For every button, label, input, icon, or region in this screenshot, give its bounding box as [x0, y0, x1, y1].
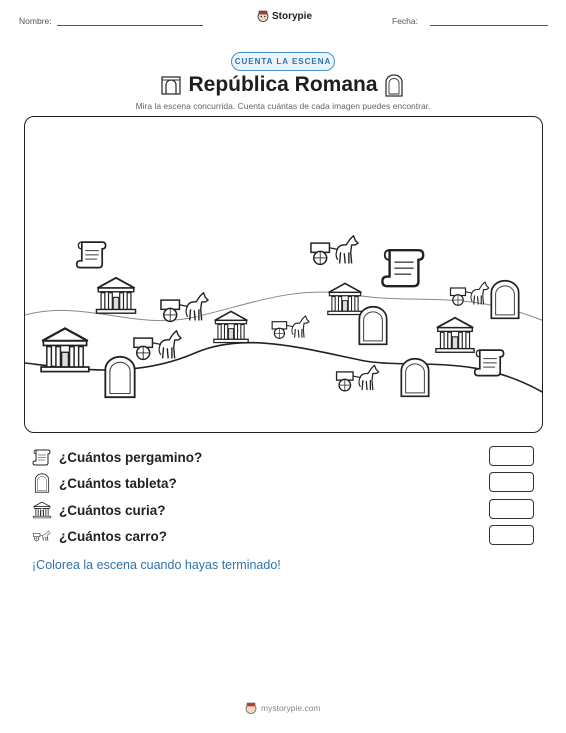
answer-box-curia[interactable]	[489, 499, 534, 519]
question-text: ¿Cuántos curia?	[59, 502, 166, 518]
curia-icon	[32, 500, 52, 520]
tablet-scene-icon	[397, 357, 433, 398]
site-url: mystorypie.com	[261, 703, 321, 713]
tablet-icon	[32, 473, 52, 493]
page-subtitle: Mira la escena concurrida. Cuenta cuántas de cada imagen puedes encontrar.	[135, 101, 431, 111]
date-line[interactable]	[430, 25, 548, 26]
answer-box-cart[interactable]	[489, 525, 534, 545]
name-label: Nombre:	[19, 16, 52, 26]
storypie-footer-icon	[245, 702, 257, 714]
scroll-scene-icon	[473, 345, 507, 379]
tablet-scene-icon	[487, 279, 523, 320]
cart-scene-icon	[269, 313, 313, 342]
coloring-note: ¡Colorea la escena cuando hayas terminado!	[32, 558, 281, 572]
brand-logo	[257, 10, 312, 22]
question-row	[32, 526, 167, 546]
name-line[interactable]	[57, 25, 203, 26]
scroll-scene-icon	[380, 243, 428, 291]
tablet-scene-icon	[355, 305, 391, 346]
scroll-icon	[32, 447, 52, 467]
answer-box-tablet[interactable]	[489, 472, 534, 492]
cart-icon	[32, 526, 52, 546]
brand-name: Storypie	[272, 10, 313, 22]
tablet-scene-icon	[101, 355, 139, 399]
curia-scene-icon	[37, 325, 93, 375]
question-text: ¿Cuántos pergamino?	[59, 449, 203, 465]
answer-box-scroll[interactable]	[489, 446, 534, 466]
cart-scene-icon	[307, 232, 363, 269]
curia-scene-icon	[211, 309, 251, 345]
date-label: Fecha:	[392, 16, 418, 26]
cart-scene-icon	[333, 362, 383, 395]
question-row	[32, 500, 166, 520]
question-text: ¿Cuántos carro?	[59, 528, 168, 544]
curia-scene-icon	[433, 315, 477, 355]
curia-scene-icon	[93, 275, 139, 316]
scroll-scene-icon	[75, 237, 109, 271]
activity-badge: CUENTA LA ESCENA	[231, 52, 335, 71]
page-title: República Romana	[188, 73, 378, 96]
tablet-title-icon	[384, 74, 404, 103]
busy-scene	[24, 116, 543, 433]
question-row	[32, 447, 202, 467]
question-row	[32, 473, 177, 493]
cart-scene-icon	[157, 289, 213, 326]
question-text: ¿Cuántos tableta?	[59, 475, 177, 491]
site-footer	[245, 702, 321, 714]
storypie-mascot-icon	[257, 10, 269, 22]
